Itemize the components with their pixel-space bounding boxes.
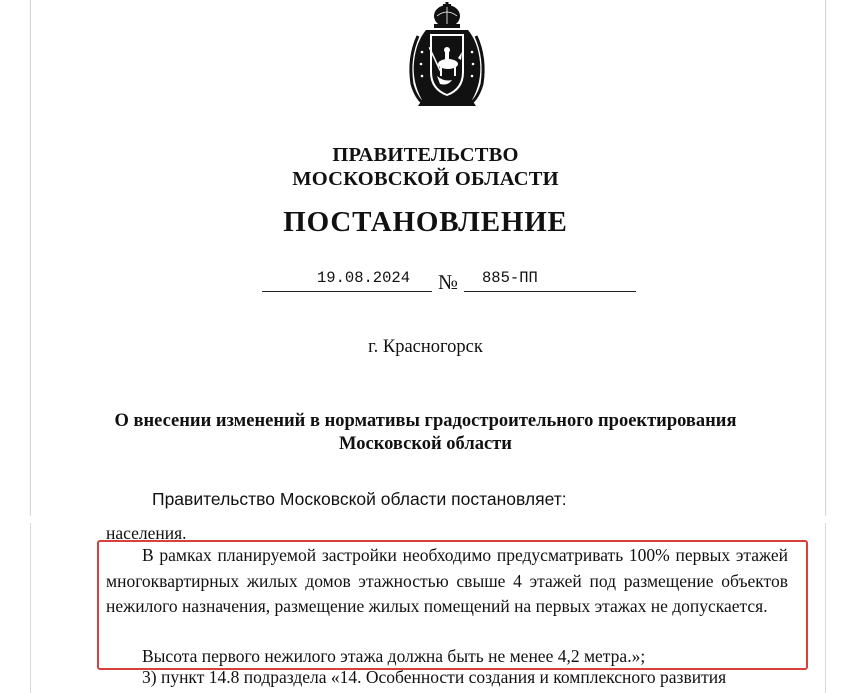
government-line-2: МОСКОВСКОЙ ОБЛАСТИ: [292, 168, 559, 190]
decree-title-line-2: Московской области: [339, 434, 512, 454]
excerpt-fragment-top: населения.: [106, 523, 187, 543]
government-name: [0, 143, 851, 191]
number-sign: №: [438, 270, 459, 294]
highlight-box: [97, 540, 808, 670]
city: г. Красногорск: [368, 337, 483, 357]
decree-number: 885-ПП: [464, 268, 636, 292]
crop-divider: [0, 516, 851, 523]
decree-date: 19.08.2024: [262, 268, 432, 292]
decree-title-line-1: О внесении изменений в нормативы градостроительного проектирования: [114, 411, 737, 431]
excerpt-paragraph-2: Высота первого нежилого этажа должна быть не менее 4,2 метра.»;: [142, 646, 646, 666]
government-line-1: ПРАВИТЕЛЬСТВО: [332, 144, 519, 166]
excerpt-paragraph-1: В рамках планируемой застройки необходимо предусматривать 100% первых этажей многоквартирных жилых домов этажностью свыше 4 этажей под размещение объектов нежилого назначения, размещение жилых помещений на первых этажах не допускается.: [106, 545, 788, 616]
decree-title: [0, 410, 851, 456]
document-type: ПОСТАНОВЛЕНИЕ: [283, 206, 568, 238]
excerpt-fragment-bottom: 3) пункт 14.8 подраздела «14. Особенности создания и комплексного развития: [142, 667, 727, 687]
date-number-line: [262, 268, 636, 296]
coat-of-arms-icon: [404, 2, 490, 108]
intro-text: Правительство Московской области постановляет:: [152, 489, 567, 509]
